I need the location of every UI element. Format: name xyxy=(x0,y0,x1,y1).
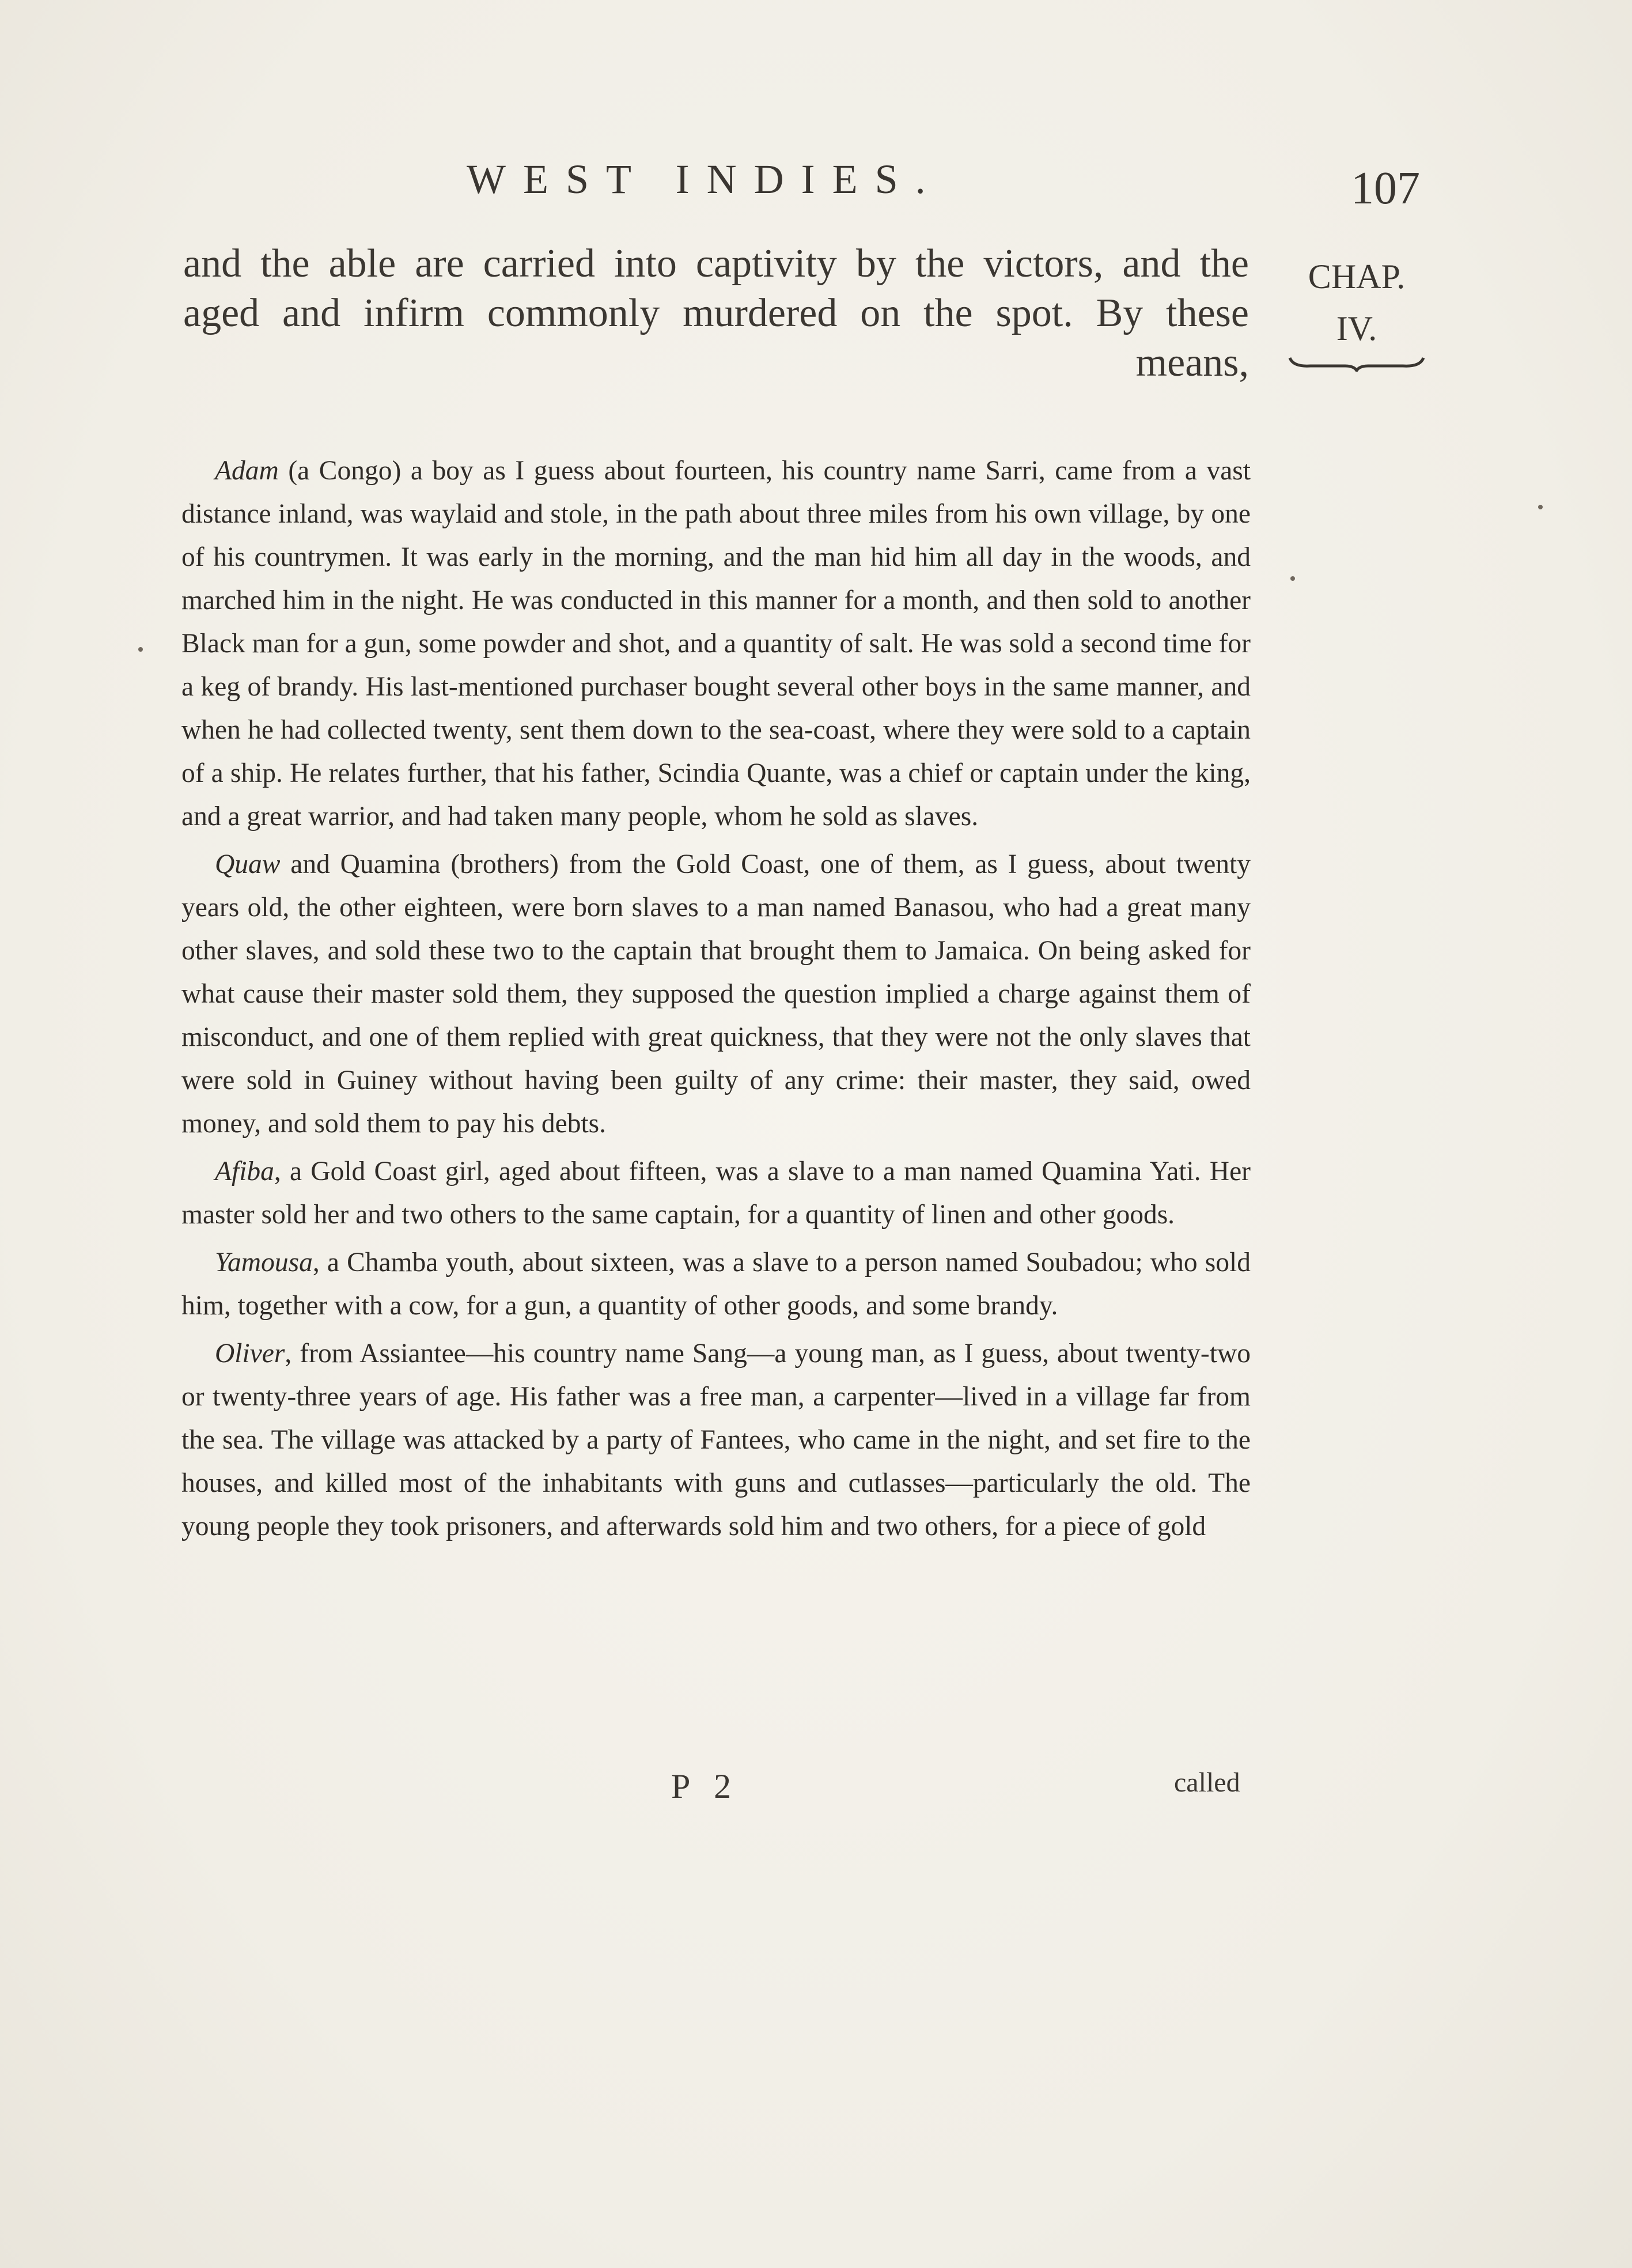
brace-ornament-icon xyxy=(1288,354,1426,372)
chapter-margin-note xyxy=(1282,251,1432,372)
footer-catchword: called xyxy=(1174,1767,1240,1798)
opening-line-1: and the able are carried into captivity by the victors, and the xyxy=(183,241,1249,286)
entry-text: , a Gold Coast girl, aged about fifteen, was a slave to a man named Quamina Yati. Her master sold her and two others to the same captain, for a quantity of linen and other goods. xyxy=(181,1156,1251,1230)
chap-label: CHAP. xyxy=(1308,258,1406,296)
ink-speck xyxy=(1290,576,1295,581)
entry-name: Yamousa xyxy=(215,1248,313,1277)
chap-number: IV. xyxy=(1336,309,1377,347)
page-number: 107 xyxy=(1351,163,1420,214)
running-head: WEST INDIES. xyxy=(467,156,943,202)
entry-text: , from Assiantee—his country name Sang—a young man, as I guess, about twenty-two or twenty-three years of age. His father was a free man, a carpenter—lived in a village far from the sea. The village was attacked by a party of Fantees, who came in the night, and set fire to the houses, and killed most of the inhabitants with guns and cutlasses—particularly the old. The young people they took prisoners, and afterwards sold him and two others, for a piece of gold xyxy=(181,1339,1251,1541)
entry-text: , a Chamba youth, about sixteen, was a slave to a person named Soubadou; who sold him, together with a cow, for a gun, a quantity of other goods, and some brandy. xyxy=(181,1248,1251,1321)
entry-text: (a Congo) a boy as I guess about fourteen, his country name Sarri, came from a vast distance inland, was waylaid and stole, in the path about three miles from his own village, by one of his countrymen. It was early in the morning, and the man hid him all day in the woods, and marched him in the night. He was conducted in this manner for a month, and then sold to another Black man for a gun, some powder and shot, and a quantity of salt. He was sold a second time for a keg of brandy. His last-mentioned purchaser bought several other boys in the same manner, and when he had collected twenty, sent them down to the sea-coast, where they were sold to a captain of a ship. He relates further, that his father, Scindia Quante, was a chief or captain under the king, and a great warrior, and had taken many people, whom he sold as slaves. xyxy=(181,456,1251,831)
paragraph-oliver xyxy=(181,1332,1251,1548)
paragraph-yamousa xyxy=(181,1241,1251,1328)
entry-name: Quaw xyxy=(215,849,281,879)
entry-name: Afiba xyxy=(215,1156,274,1186)
opening-catchword: means, xyxy=(1135,341,1249,385)
entry-name: Oliver xyxy=(215,1339,285,1369)
entry-name: Adam xyxy=(215,456,279,486)
paragraph-adam xyxy=(181,449,1251,838)
ink-speck xyxy=(1538,505,1543,509)
opening-line-2: aged and infirm commonly murdered on the spot. By these xyxy=(183,291,1249,335)
paragraph-quaw-quamina xyxy=(181,843,1251,1146)
ink-speck xyxy=(138,647,143,652)
entry-text: and Quamina (brothers) from the Gold Coast, one of them, as I guess, about twenty years old, the other eighteen, were born slaves to a man named Banasou, who had a great many other slaves, and sold these two to the captain that brought them to Jamaica. On being asked for what cause their master sold them, they supposed the question implied a charge against them of misconduct, and one of them replied with great quickness, that they were not the only slaves that were sold in Guiney without having been guilty of any crime: their master, they said, owed money, and sold them to pay his debts. xyxy=(181,849,1251,1139)
signature-mark: P 2 xyxy=(671,1767,740,1805)
paragraph-afiba xyxy=(181,1150,1251,1237)
opening-lines xyxy=(183,239,1249,388)
main-text xyxy=(181,449,1251,1553)
